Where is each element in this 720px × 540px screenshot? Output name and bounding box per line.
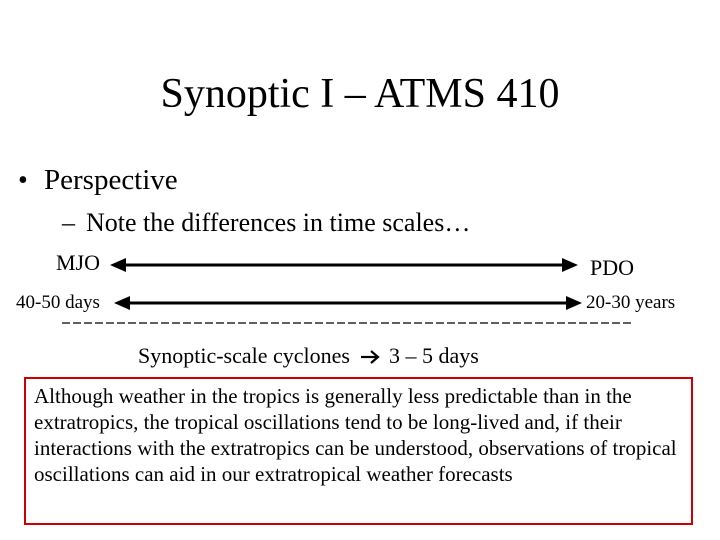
note-text: Although weather in the tropics is generally less predictable than in the extratropics, the tropical oscillations tend to be long-lived and, if their interactions with the extratropics can be understood, observations of tropical oscillations can aid in our extratropical weather forecasts [34, 384, 677, 486]
label-mjo: MJO [56, 250, 101, 275]
cyclones-duration: 3 – 5 days [389, 343, 479, 368]
slide-title: Synoptic I – ATMS 410 [160, 71, 560, 117]
note-box [24, 377, 693, 525]
label-mjo-period: 40-50 days [16, 292, 100, 313]
bullet-perspective: Perspective [44, 164, 178, 196]
sub-bullet-dash: – [62, 208, 75, 237]
sub-bullet-time-scales: Note the differences in time scales… [86, 208, 471, 237]
arrow-right-icon [360, 349, 380, 365]
label-pdo-period: 20-30 years [586, 292, 676, 313]
double-arrow-mjo-pdo [110, 254, 578, 276]
cyclones-label: Synoptic-scale cyclones [138, 343, 350, 368]
cyclones-line [138, 343, 479, 369]
bullet-symbol: • [18, 165, 28, 196]
double-arrow-periods [114, 292, 582, 314]
dashed-separator [62, 316, 632, 330]
label-pdo: PDO [590, 255, 635, 280]
